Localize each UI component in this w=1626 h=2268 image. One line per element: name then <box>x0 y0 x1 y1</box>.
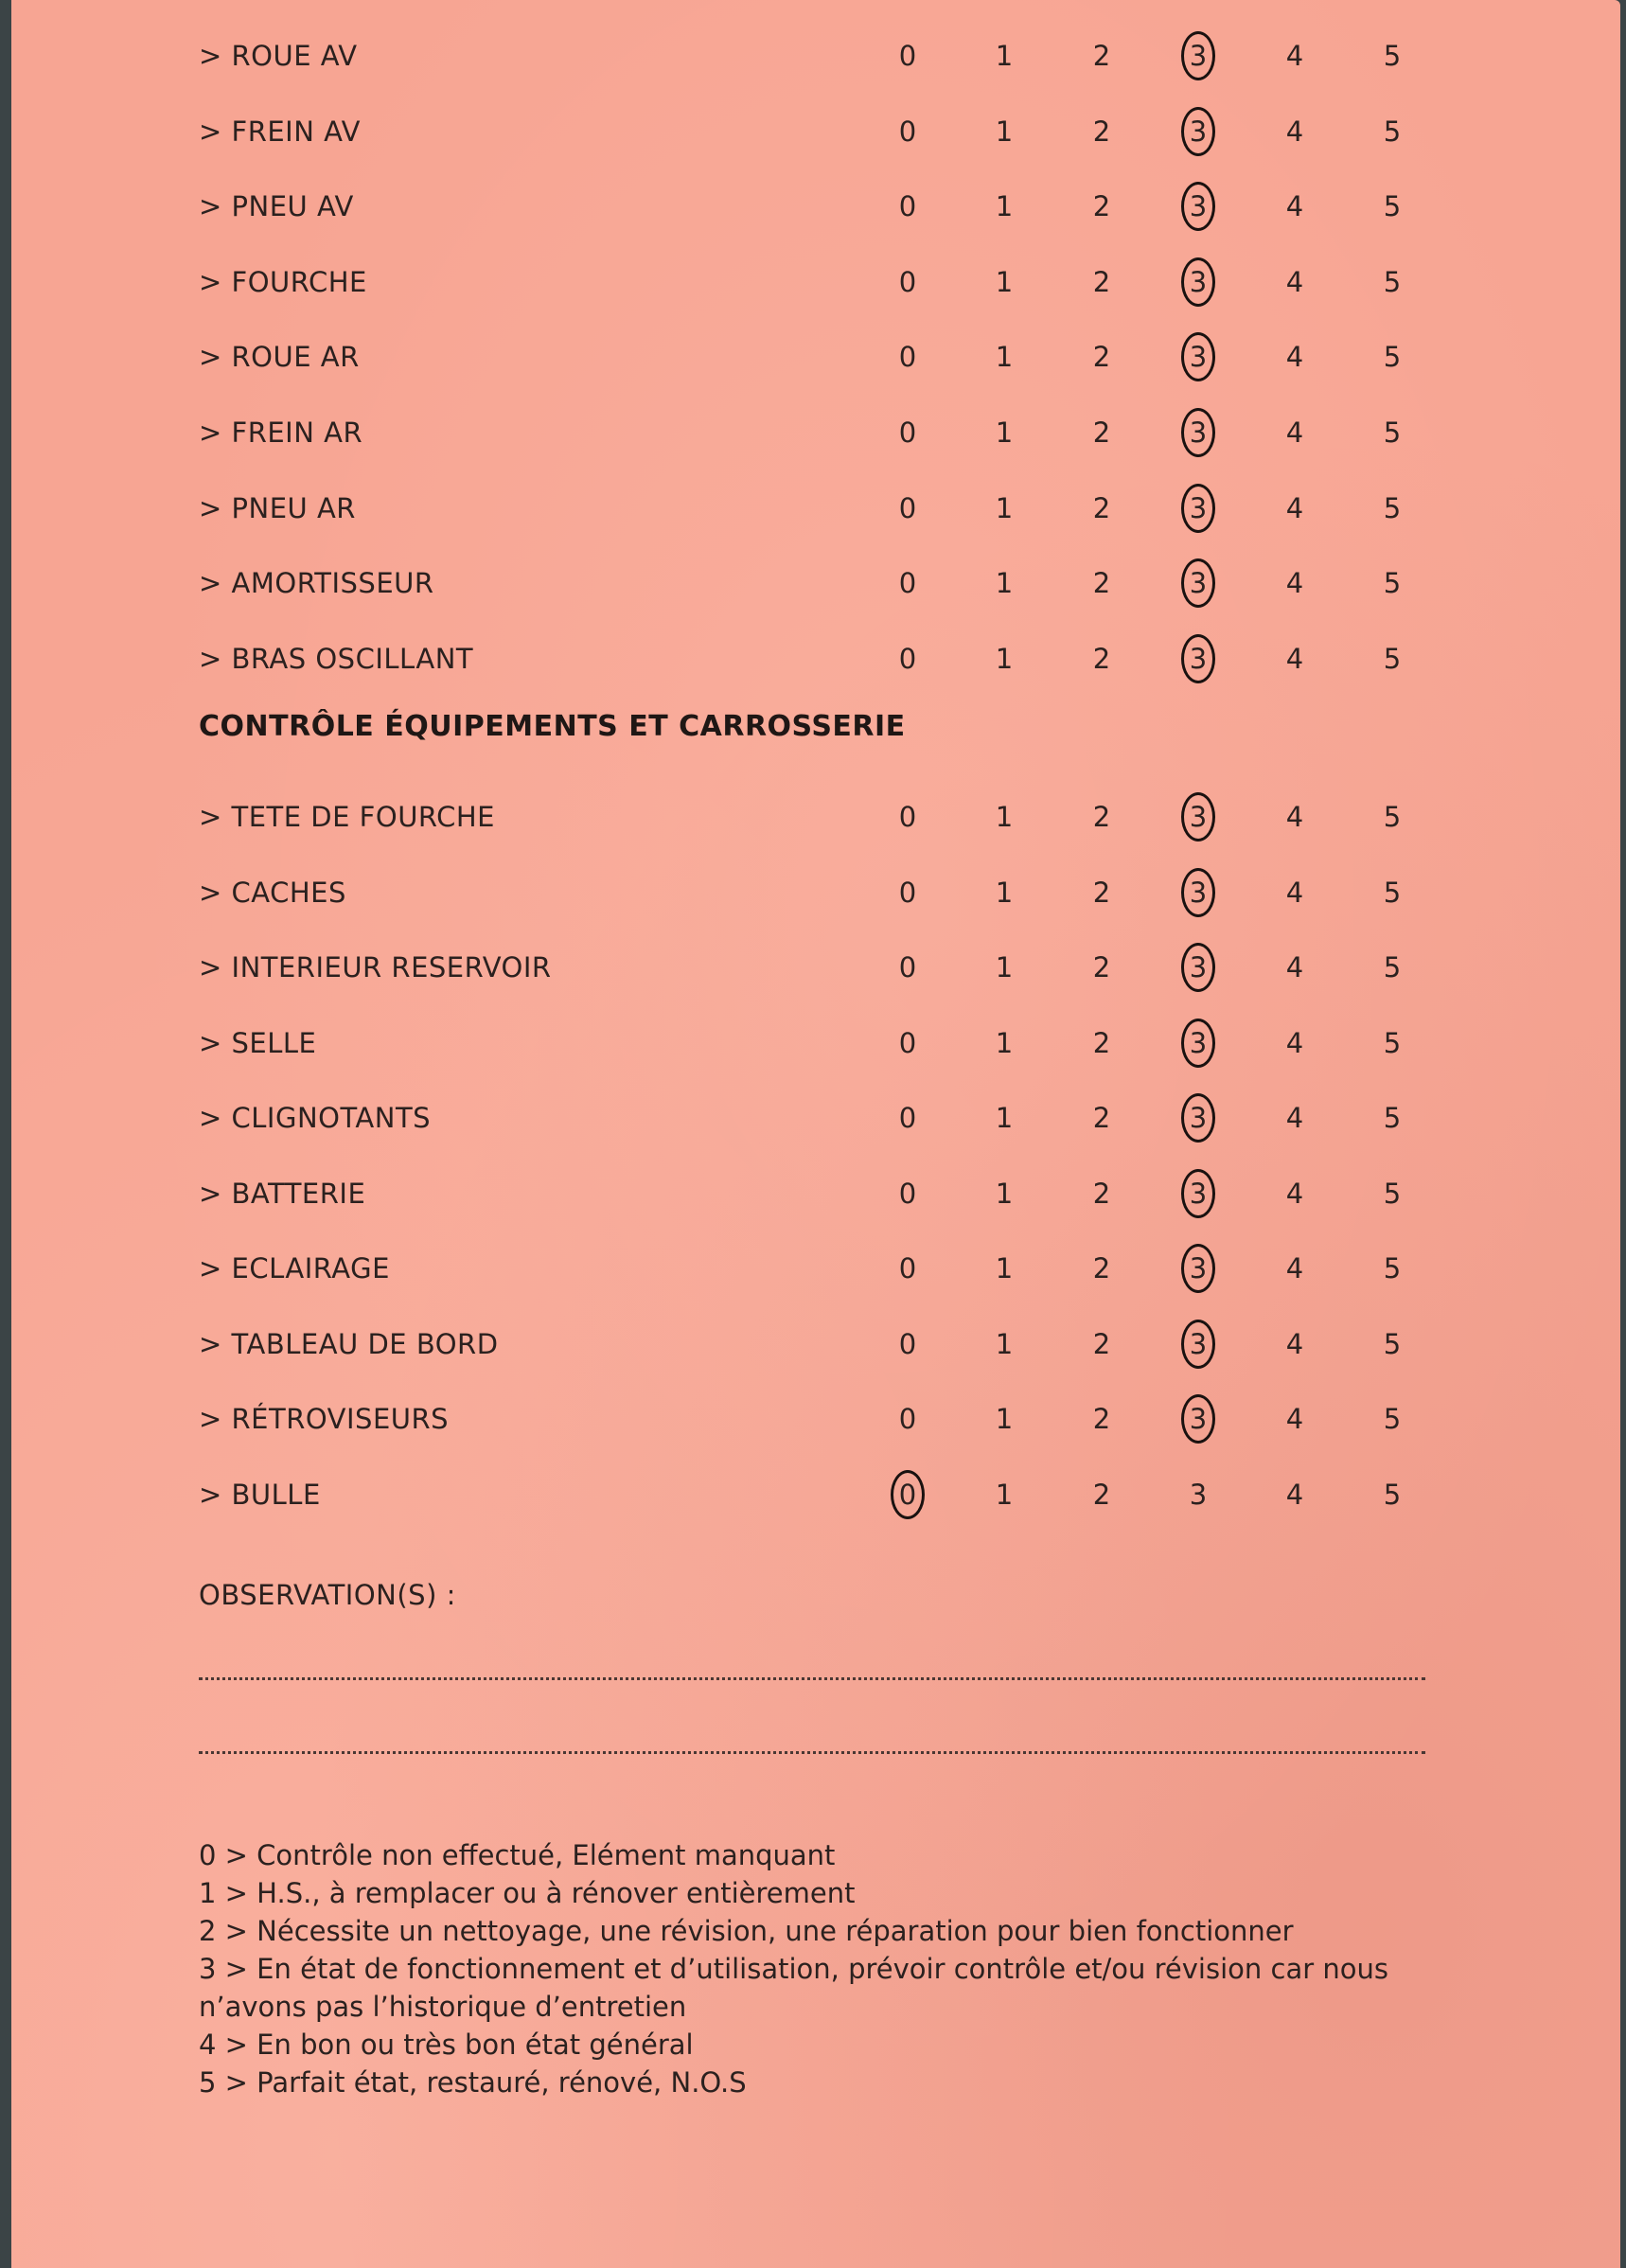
rating-option[interactable]: 1 <box>995 567 1014 600</box>
inspection-item-label: > TABLEAU DE BORD <box>199 1327 499 1360</box>
selected-rating-option[interactable]: 3 <box>1179 1178 1217 1210</box>
rating-option[interactable]: 5 <box>1383 40 1402 72</box>
inspection-row <box>11 1164 1620 1221</box>
rating-option[interactable]: 4 <box>1285 1177 1304 1210</box>
rating-option[interactable]: 4 <box>1285 341 1304 374</box>
rating-option[interactable]: 0 <box>898 951 917 983</box>
rating-option[interactable]: 0 <box>898 1177 917 1210</box>
rating-option[interactable]: 1 <box>995 1102 1014 1134</box>
inspection-item-label: > ECLAIRAGE <box>199 1252 390 1285</box>
inspection-row <box>11 1390 1620 1446</box>
rating-option[interactable]: 2 <box>1092 416 1111 449</box>
rating-option[interactable]: 1 <box>995 642 1014 675</box>
rating-option[interactable]: 5 <box>1383 1403 1402 1435</box>
observations-label: OBSERVATION(S) : <box>199 1579 456 1611</box>
rating-option[interactable]: 5 <box>1383 190 1402 223</box>
rating-option[interactable]: 2 <box>1092 1252 1111 1285</box>
rating-option[interactable]: 4 <box>1285 642 1304 675</box>
selected-rating-option[interactable]: 3 <box>1179 266 1217 298</box>
inspection-row <box>11 863 1620 920</box>
inspection-item-label: > INTERIEUR RESERVOIR <box>199 951 552 983</box>
rating-option[interactable]: 4 <box>1285 1026 1304 1059</box>
inspection-item-label: > CACHES <box>199 876 346 909</box>
selected-rating-option[interactable]: 3 <box>1179 1403 1217 1435</box>
rating-option[interactable]: 4 <box>1285 567 1304 600</box>
inspection-item-label: > BULLE <box>199 1478 321 1511</box>
selected-rating-option[interactable]: 3 <box>1179 801 1217 833</box>
selected-rating-option[interactable]: 3 <box>1179 341 1217 373</box>
rating-option[interactable]: 2 <box>1092 567 1111 600</box>
selected-rating-option[interactable]: 3 <box>1179 567 1217 599</box>
rating-option[interactable]: 0 <box>898 642 917 675</box>
rating-option[interactable]: 4 <box>1285 491 1304 524</box>
inspection-row <box>11 403 1620 460</box>
selected-rating-option[interactable]: 3 <box>1179 190 1217 222</box>
inspection-item-label: > AMORTISSEUR <box>199 567 434 600</box>
inspection-sheet <box>11 0 1620 2268</box>
rating-option[interactable]: 1 <box>995 40 1014 72</box>
rating-option[interactable]: 4 <box>1285 40 1304 72</box>
rating-option[interactable]: 0 <box>898 876 917 909</box>
inspection-item-label: > TETE DE FOURCHE <box>199 801 495 833</box>
rating-option[interactable]: 0 <box>898 40 917 72</box>
rating-option[interactable]: 2 <box>1092 1102 1111 1134</box>
rating-option[interactable]: 0 <box>898 801 917 833</box>
rating-option[interactable]: 5 <box>1383 1102 1402 1134</box>
selected-rating-option[interactable]: 3 <box>1179 1027 1217 1059</box>
rating-option[interactable]: 2 <box>1092 1026 1111 1059</box>
inspection-item-label: > FOURCHE <box>199 265 367 298</box>
inspection-item-label: > FREIN AV <box>199 115 361 148</box>
rating-option[interactable]: 5 <box>1383 1177 1402 1210</box>
rating-option[interactable]: 5 <box>1383 642 1402 675</box>
rating-option[interactable]: 0 <box>898 1327 917 1360</box>
selected-rating-option[interactable]: 0 <box>889 1479 927 1511</box>
section-title: CONTRÔLE ÉQUIPEMENTS ET CARROSSERIE <box>199 710 906 743</box>
rating-option[interactable]: 0 <box>898 1102 917 1134</box>
rating-option[interactable]: 4 <box>1285 1478 1304 1511</box>
legend-line: 3 > En état de fonctionnement et d’utilisation, prévoir contrôle et/ou révision car nous <box>199 1953 1388 1985</box>
selected-rating-option[interactable]: 3 <box>1179 951 1217 983</box>
rating-option[interactable]: 2 <box>1092 115 1111 148</box>
rating-option[interactable]: 5 <box>1383 1478 1402 1511</box>
rating-option[interactable]: 5 <box>1383 1026 1402 1059</box>
rating-option[interactable]: 5 <box>1383 115 1402 148</box>
rating-option[interactable]: 0 <box>898 265 917 298</box>
rating-option[interactable]: 5 <box>1383 265 1402 298</box>
selected-rating-option[interactable]: 3 <box>1179 1252 1217 1285</box>
rating-option[interactable]: 2 <box>1092 190 1111 223</box>
rating-option[interactable]: 0 <box>898 115 917 148</box>
inspection-row <box>11 1465 1620 1522</box>
rating-option[interactable]: 4 <box>1285 1102 1304 1134</box>
rating-option[interactable]: 1 <box>995 1403 1014 1435</box>
inspection-row <box>11 177 1620 234</box>
rating-option[interactable]: 4 <box>1285 1327 1304 1360</box>
rating-option[interactable]: 4 <box>1285 1252 1304 1285</box>
legend-line: 1 > H.S., à remplacer ou à rénover entièrement <box>199 1877 856 1909</box>
rating-option[interactable]: 0 <box>898 1403 917 1435</box>
rating-option[interactable]: 0 <box>898 1252 917 1285</box>
rating-option[interactable]: 5 <box>1383 876 1402 909</box>
inspection-row <box>11 102 1620 159</box>
inspection-item-label: > RÉTROVISEURS <box>199 1403 450 1435</box>
rating-legend <box>199 1836 1429 2101</box>
inspection-item-label: > BRAS OSCILLANT <box>199 642 474 675</box>
rating-option[interactable]: 1 <box>995 190 1014 223</box>
rating-option[interactable]: 5 <box>1383 341 1402 374</box>
selected-rating-option[interactable]: 3 <box>1179 1328 1217 1360</box>
rating-option[interactable]: 1 <box>995 115 1014 148</box>
observation-line-2[interactable] <box>199 1751 1425 1754</box>
rating-option[interactable]: 1 <box>995 1177 1014 1210</box>
inspection-row <box>11 328 1620 384</box>
inspection-item-label: > SELLE <box>199 1026 317 1059</box>
rating-option[interactable]: 4 <box>1285 876 1304 909</box>
rating-option[interactable]: 1 <box>995 1252 1014 1285</box>
rating-option[interactable]: 4 <box>1285 1403 1304 1435</box>
rating-option[interactable]: 5 <box>1383 416 1402 449</box>
selected-rating-option[interactable]: 3 <box>1179 877 1217 909</box>
rating-option[interactable]: 1 <box>995 416 1014 449</box>
inspection-item-label: > PNEU AV <box>199 190 354 223</box>
rating-option[interactable]: 4 <box>1285 801 1304 833</box>
rating-option[interactable]: 4 <box>1285 115 1304 148</box>
inspection-item-label: > ROUE AR <box>199 341 360 374</box>
legend-line: 2 > Nécessite un nettoyage, une révision, une réparation pour bien fonctionner <box>199 1915 1294 1947</box>
rating-option[interactable]: 5 <box>1383 1252 1402 1285</box>
inspection-row <box>11 938 1620 995</box>
rating-option[interactable]: 1 <box>995 951 1014 983</box>
rating-option[interactable]: 2 <box>1092 40 1111 72</box>
rating-option[interactable]: 2 <box>1092 1478 1111 1511</box>
rating-option[interactable]: 5 <box>1383 1327 1402 1360</box>
inspection-row <box>11 27 1620 83</box>
inspection-item-label: > ROUE AV <box>199 40 358 72</box>
rating-option[interactable]: 2 <box>1092 265 1111 298</box>
rating-option[interactable]: 0 <box>898 1026 917 1059</box>
rating-option[interactable]: 0 <box>898 341 917 374</box>
inspection-item-label: > PNEU AR <box>199 491 356 524</box>
inspection-row <box>11 1315 1620 1372</box>
rating-option[interactable]: 2 <box>1092 491 1111 524</box>
inspection-row <box>11 629 1620 686</box>
rating-option[interactable]: 1 <box>995 801 1014 833</box>
selected-rating-option[interactable]: 3 <box>1179 1102 1217 1134</box>
rating-option[interactable]: 2 <box>1092 801 1111 833</box>
rating-option[interactable]: 2 <box>1092 876 1111 909</box>
rating-option[interactable]: 2 <box>1092 642 1111 675</box>
legend-line: 0 > Contrôle non effectué, Elément manquant <box>199 1839 836 1871</box>
selected-rating-option[interactable]: 3 <box>1179 416 1217 449</box>
rating-option[interactable]: 0 <box>898 567 917 600</box>
inspection-row <box>11 788 1620 844</box>
inspection-row <box>11 479 1620 536</box>
rating-option[interactable]: 2 <box>1092 951 1111 983</box>
selected-rating-option[interactable]: 3 <box>1179 115 1217 148</box>
rating-option[interactable]: 0 <box>898 190 917 223</box>
selected-rating-option[interactable]: 3 <box>1179 643 1217 675</box>
inspection-row <box>11 253 1620 310</box>
rating-option[interactable]: 5 <box>1383 801 1402 833</box>
inspection-item-label: > FREIN AR <box>199 416 363 449</box>
inspection-row <box>11 1014 1620 1071</box>
rating-option[interactable]: 2 <box>1092 1403 1111 1435</box>
legend-line: 5 > Parfait état, restauré, rénové, N.O.S <box>199 2066 747 2099</box>
rating-option[interactable]: 1 <box>995 265 1014 298</box>
rating-option[interactable]: 1 <box>995 491 1014 524</box>
rating-option[interactable]: 1 <box>995 1478 1014 1511</box>
rating-option[interactable]: 1 <box>995 1026 1014 1059</box>
legend-line: n’avons pas l’historique d’entretien <box>199 1991 687 2023</box>
rating-option[interactable]: 0 <box>898 491 917 524</box>
inspection-row <box>11 1239 1620 1296</box>
rating-option[interactable]: 5 <box>1383 951 1402 983</box>
inspection-item-label: > CLIGNOTANTS <box>199 1102 432 1134</box>
rating-option[interactable]: 2 <box>1092 341 1111 374</box>
rating-option[interactable]: 1 <box>995 341 1014 374</box>
rating-option[interactable]: 1 <box>995 1327 1014 1360</box>
rating-option[interactable]: 2 <box>1092 1327 1111 1360</box>
inspection-row <box>11 554 1620 611</box>
observation-line-1[interactable] <box>199 1677 1425 1680</box>
selected-rating-option[interactable]: 3 <box>1179 40 1217 72</box>
rating-option[interactable]: 0 <box>898 416 917 449</box>
rating-option[interactable]: 5 <box>1383 567 1402 600</box>
selected-rating-option[interactable]: 3 <box>1179 492 1217 524</box>
rating-option[interactable]: 3 <box>1189 1478 1208 1511</box>
legend-line: 4 > En bon ou très bon état général <box>199 2029 694 2061</box>
rating-option[interactable]: 4 <box>1285 265 1304 298</box>
rating-option[interactable]: 1 <box>995 876 1014 909</box>
inspection-item-label: > BATTERIE <box>199 1177 366 1210</box>
rating-option[interactable]: 4 <box>1285 416 1304 449</box>
inspection-row <box>11 1089 1620 1145</box>
rating-option[interactable]: 4 <box>1285 951 1304 983</box>
rating-option[interactable]: 4 <box>1285 190 1304 223</box>
rating-option[interactable]: 2 <box>1092 1177 1111 1210</box>
rating-option[interactable]: 5 <box>1383 491 1402 524</box>
